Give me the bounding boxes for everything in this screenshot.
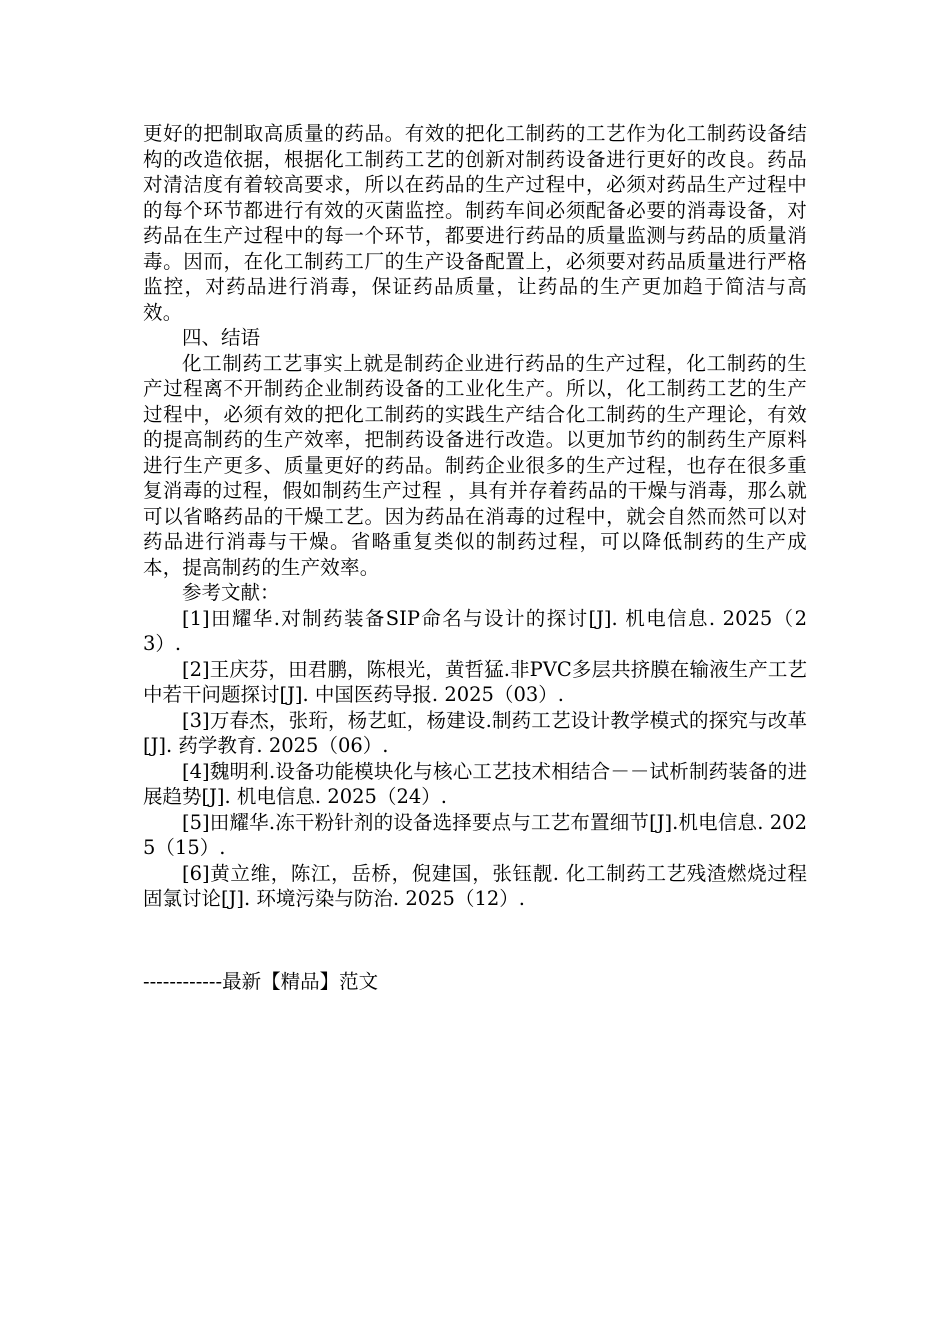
reference-item-4: [4]魏明利.设备功能模块化与核心工艺技术相结合－－试析制药装备的进展趋势[J]. 机电信息. 2025（24）. xyxy=(143,759,807,808)
reference-item-2: [2]王庆芬，田君鹏，陈根光，黄哲猛.非PVC多层共挤膜在输液生产工艺中若干问题探讨[J]. 中国医药导报. 2025（03）. xyxy=(143,657,807,706)
body-paragraph-1: 更好的把制取高质量的药品。有效的把化工制药的工艺作为化工制药设备结构的改造依据，根据化工制药工艺的创新对制药设备进行更好的改良。药品对清洁度有着较高要求，所以在药品的生产过程中，必须对药品生产过程中的每个环节都进行有效的灭菌监控。制药车间必须配备必要的消毒设备，对药品在生产过程中的每一个环节，都要进行药品的质量监测与药品的质量消毒。因而，在化工制药工厂的生产设备配置上，必须要对药品质量进行严格监控，对药品进行消毒，保证药品质量，让药品的生产更加趋于简洁与高效。 xyxy=(143,122,807,324)
section-heading-conclusion: 四、结语 xyxy=(182,326,261,349)
reference-item-3: [3]万春杰，张珩，杨艺虹，杨建设.制药工艺设计教学模式的探究与改革[J]. 药学教育. 2025（06）. xyxy=(143,708,807,757)
document-page xyxy=(143,121,807,912)
reference-item-1: [1]田耀华.对制药装备SIP命名与设计的探讨[J]. 机电信息. 2025（23）. xyxy=(143,606,807,655)
reference-item-6: [6]黄立维，陈江，岳桥，倪建国，张钰靓. 化工制药工艺残渣燃烧过程固氯讨论[J]. 环境污染与防治. 2025（12）. xyxy=(143,861,807,910)
reference-item-5: [5]田耀华.冻干粉针剂的设备选择要点与工艺布置细节[J].机电信息. 2025（15）. xyxy=(143,810,807,859)
footer-tagline: ------------最新【精品】范文 xyxy=(143,970,379,993)
references-title: 参考文献： xyxy=(182,581,280,604)
body-paragraph-2: 化工制药工艺事实上就是制药企业进行药品的生产过程，化工制药的生产过程离不开制药企业制药设备的工业化生产。所以，化工制药工艺的生产过程中，必须有效的把化工制药的实践生产结合化工制药的生产理论，有效的提高制药的生产效率，把制药设备进行改造。以更加节约的制药生产原料进行生产更多、质量更好的药品。制药企业很多的生产过程，也存在很多重复消毒的过程，假如制药生产过程 ，具有并存着药品的干燥与消毒，那么就可以省略药品的干燥工艺。因为药品在消毒的过程中，就会自然而然可以对药品进行消毒与干燥。省略重复类似的制药过程，可以降低制药的生产成本，提高制药的生产效率。 xyxy=(143,351,807,579)
